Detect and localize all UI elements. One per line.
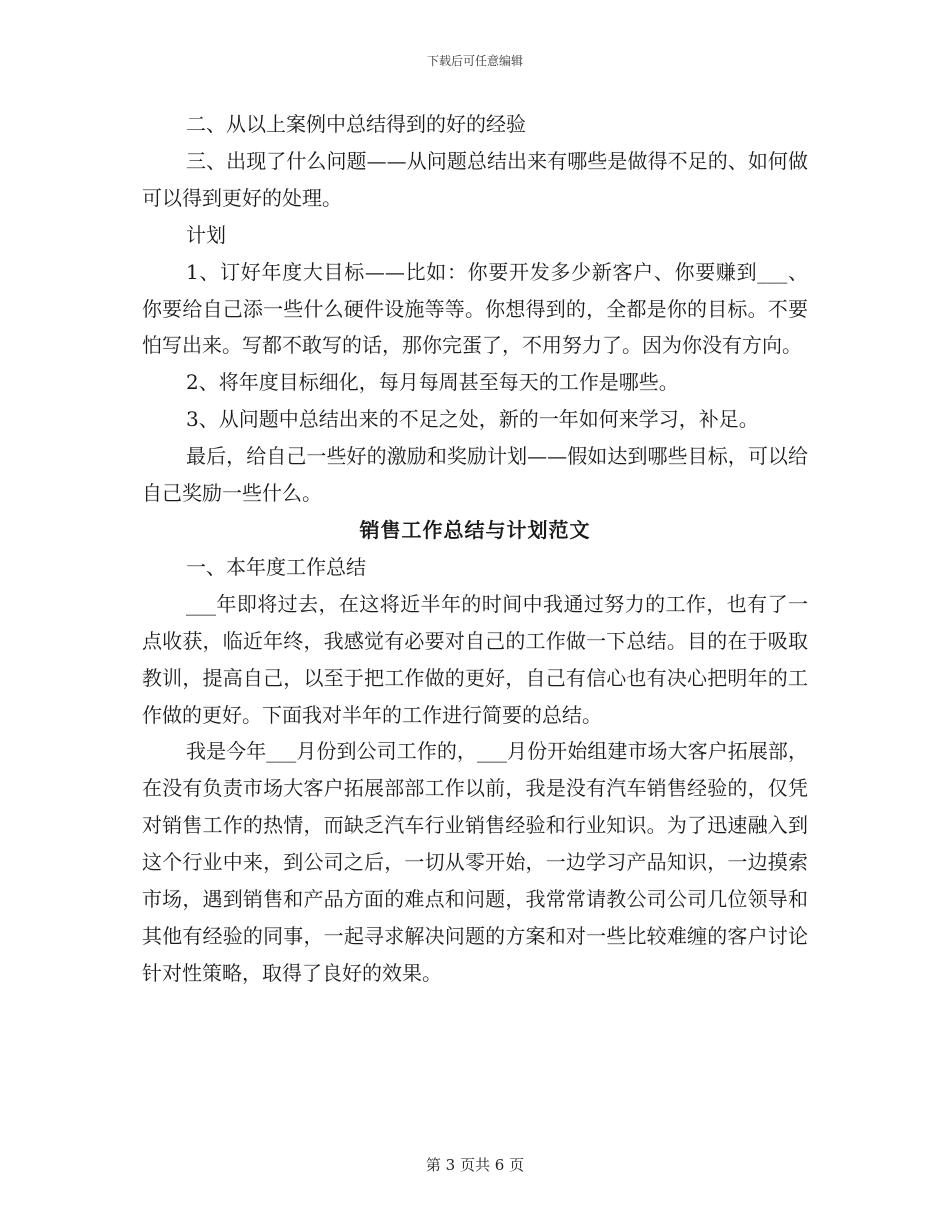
paragraph: 二、从以上案例中总结得到的好的经验	[186, 112, 526, 136]
paragraph: ___年即将过去，在这将近半年的时间中我通过努力的工作，也有了一点收获，临近年终，我感觉有必要对自己的工作做一下总结。目的在于吸取教训，提高自己，以至于把工作做的更好，自己有信心也有决心把明年的工作做的更好。下面我对半年的工作进行简要的总结。	[142, 591, 808, 727]
paragraph: 最后，给自己一些好的激励和奖励计划——假如达到哪些目标，可以给自己奖励一些什么。	[142, 444, 808, 506]
paragraph: 2、将年度目标细化，每月每周甚至每天的工作是哪些。	[186, 370, 679, 395]
paragraph: 3、从问题中总结出来的不足之处，新的一年如何来学习，补足。	[186, 407, 759, 432]
paragraph: 计划	[186, 222, 226, 247]
document-body	[142, 106, 808, 992]
page-footer: 第 3 页共 6 页	[425, 1156, 525, 1174]
paragraph: 三、出现了什么问题——从问题总结出来有哪些是做得不足的、如何做可以得到更好的处理。	[142, 148, 808, 210]
paragraph: 1、订好年度大目标——比如：你要开发多少新客户、你要赚到___、你要给自己添一些什么硬件设施等等。你想得到的，全都是你的目标。不要怕写出来。写都不敢写的话，那你完蛋了，不用努力了。因为你没有方向。	[142, 259, 808, 358]
paragraph: 一、本年度工作总结	[186, 554, 366, 579]
page-header: 下载后可任意编辑	[426, 54, 523, 68]
section-title: 销售工作总结与计划范文	[359, 517, 591, 542]
paragraph: 我是今年___月份到公司工作的，___月份开始组建市场大客户拓展部，在没有负责市场大客户拓展部部工作以前，我是没有汽车销售经验的，仅凭对销售工作的热情，而缺乏汽车行业销售经验和行业知识。为了迅速融入到这个行业中来，到公司之后，一切从零开始，一边学习产品知识，一边摸索市场，遇到销售和产品方面的难点和问题，我常常请教公司公司几位领导和其他有经验的同事，一起寻求解决问题的方案和对一些比较难缠的客户讨论针对性策略，取得了良好的效果。	[142, 739, 808, 985]
